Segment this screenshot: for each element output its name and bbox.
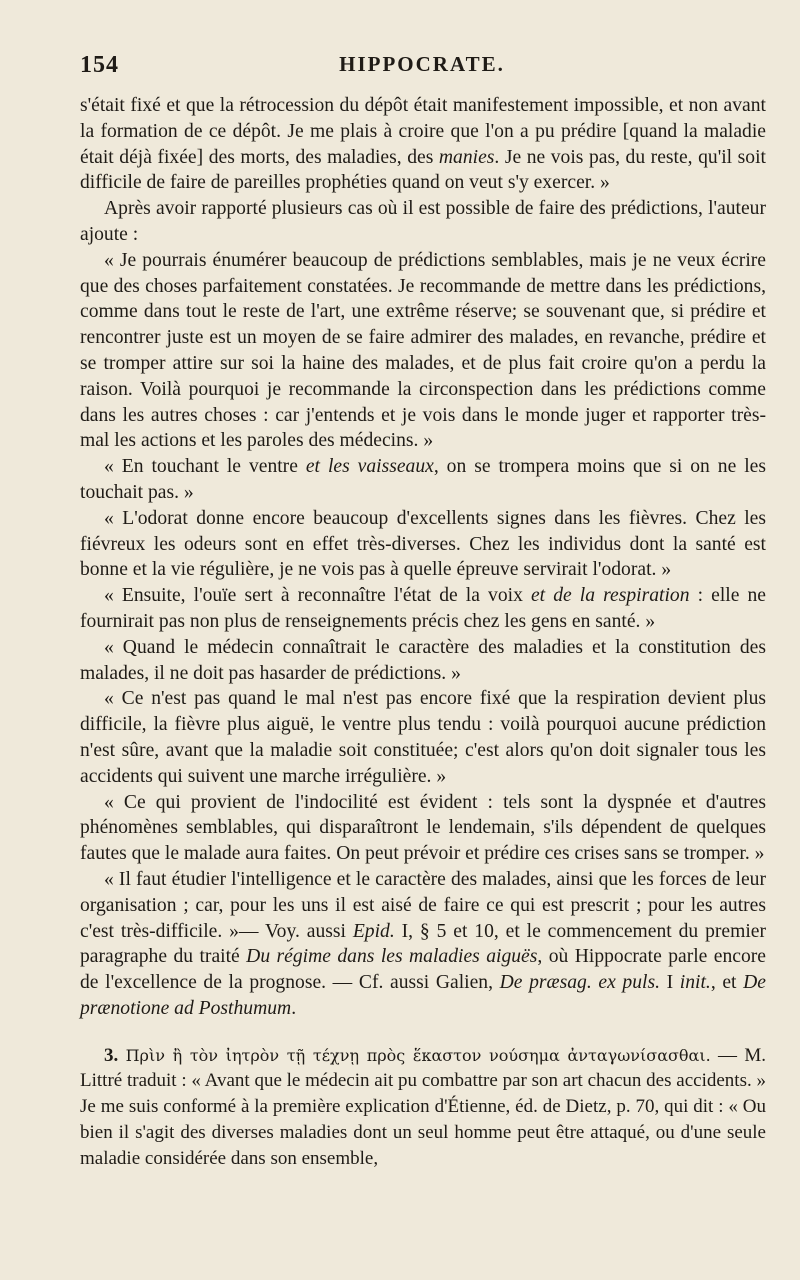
running-title: HIPPOCRATE. — [339, 52, 505, 76]
greek-text: Πρὶν ἢ τὸν ἰητρὸν τῇ τέχνῃ πρὸς ἕκαστον νούσημα ἀνταγωνίσασθαι. — [125, 1045, 711, 1065]
footnote — [80, 1043, 766, 1172]
footnote-number: 3. — [104, 1044, 119, 1066]
text-run: « Ce n'est pas quand le mal n'est pas encore fixé que la respiration devient plus difficile, la fièvre plus aiguë, le ventre plus tendu : voilà pourquoi aucune prédiction n'est sûre, avant que la maladie soit constituée; c'est alors qu'on doit signaler tous les accidents qui suivent une marche irrégulière. » — [80, 688, 766, 787]
paragraph — [80, 248, 766, 454]
text-run: . — [291, 997, 297, 1019]
italic-text: init. — [679, 972, 711, 994]
text-run: « L'odorat donne encore beaucoup d'excellents signes dans les fièvres. Chez les fiévreux les odeurs sont en effet très-diverses. Chez les individus dont la santé est bonne et la vie régulière, je ne vois pas à quelle épreuve servirait l'odorat. » — [80, 507, 766, 581]
italic-text: De præsag. ex puls. — [499, 972, 660, 994]
paragraph — [80, 583, 766, 635]
italic-text: Epid. — [352, 920, 395, 942]
text-run: — M. Littré traduit : « Avant que le médecin ait pu combattre par son art chacun des accidents. » Je me suis conformé à la première explication d'Étienne, éd. de Dietz, p. 70, qui dit : « Ou bien il s'agit des diverses maladies dont un seul homme peut être attaqué, ou d'une seule maladie considérée dans son ensemble, — [80, 1044, 767, 1169]
text-run: , on se trompera moins que si on ne les touchait pas. » — [80, 456, 766, 503]
paragraph — [80, 454, 766, 506]
text-run: s'était fixé et que la rétrocession du dépôt était manifestement impossible, et non avant la formation de ce dépôt. Je me plais à croire que l'on a pu prédire [quand la maladie était déjà fixée] des morts, des maladies, des — [80, 95, 766, 168]
text-run — [118, 1045, 125, 1066]
text-run: I, § 5 et 10, et le commencement du premier paragraphe du traité — [80, 920, 766, 968]
italic-text: manies — [438, 146, 495, 168]
paragraph — [80, 93, 766, 196]
paragraph — [80, 790, 766, 867]
paragraph — [80, 506, 766, 583]
text-run: . Je ne vois pas, du reste, qu'il soit difficile de faire de pareilles prophéties quand on veut s'y exercer. » — [80, 146, 766, 194]
text-run: , et — [710, 972, 744, 994]
text-run: : elle ne fournirait pas non plus de renseignements précis chez les gens en santé. » — [80, 585, 767, 632]
italic-text: Du régime dans les maladies aiguës — [246, 946, 538, 968]
italic-text: De prænotione ad Posthumum — [80, 972, 766, 1019]
page-header — [80, 52, 764, 84]
page-number: 154 — [80, 52, 119, 78]
text-run: Après avoir rapporté plusieurs cas où il est possible de faire des prédictions, l'auteur ajoute : — [80, 198, 766, 245]
text-run: « Ensuite, l'ouïe sert à reconnaître l'état de la voix — [104, 585, 531, 607]
text-run: I — [659, 972, 680, 994]
italic-text: et les vaisseaux — [305, 456, 434, 478]
text-run: « Ce qui provient de l'indocilité est évident : tels sont la dyspnée et d'autres phénomènes semblables, qui disparaîtront le lendemain, s'ils dépendent de quelques fautes que le malade aura faites. On peut prévoir et prédire ces crises sans se tromper. » — [80, 791, 766, 865]
text-run: « Il faut étudier l'intelligence et le caractère des malades, ainsi que les forces de leur organisation ; car, pour les uns il est aisé de faire ce qui est prescrit ; pour les autres c'est très-difficile. »— Voy. aussi — [80, 868, 766, 942]
paragraph — [80, 196, 766, 248]
text-run: , où Hippocrate parle encore de l'excellence de la prognose. — Cf. aussi Galien, — [80, 946, 767, 994]
text-run: « Quand le médecin connaîtrait le caractère des maladies et la constitution des malades, il ne doit pas hasarder de prédictions. » — [80, 636, 766, 684]
text-run: « Je pourrais énumérer beaucoup de prédictions semblables, mais je ne veux écrire que des choses parfaitement constatées. Je recommande de mettre dans les prédictions, comme dans tout le reste de l'art, une extrême réserve; se souvenant que, si prédire et rencontrer juste est un moyen de se faire admirer des malades, en revanche, prédire et se tromper attire sur soi la haine des malades, et de plus fait croire qu'on a perdu la raison. Voilà pourquoi je recommande la circonspection dans les prédictions comme dans les autres choses : car j'entends et je vois dans le monde juger et rapporter très-mal les actions et les paroles des médecins. » — [80, 249, 766, 452]
footnote-separator — [80, 1032, 766, 1033]
paragraph — [80, 867, 766, 1022]
text-run: « En touchant le ventre — [104, 456, 306, 478]
paragraph — [80, 686, 766, 789]
paragraph — [80, 635, 766, 687]
main-text — [80, 93, 766, 1172]
italic-text: et de la respiration — [530, 585, 690, 607]
